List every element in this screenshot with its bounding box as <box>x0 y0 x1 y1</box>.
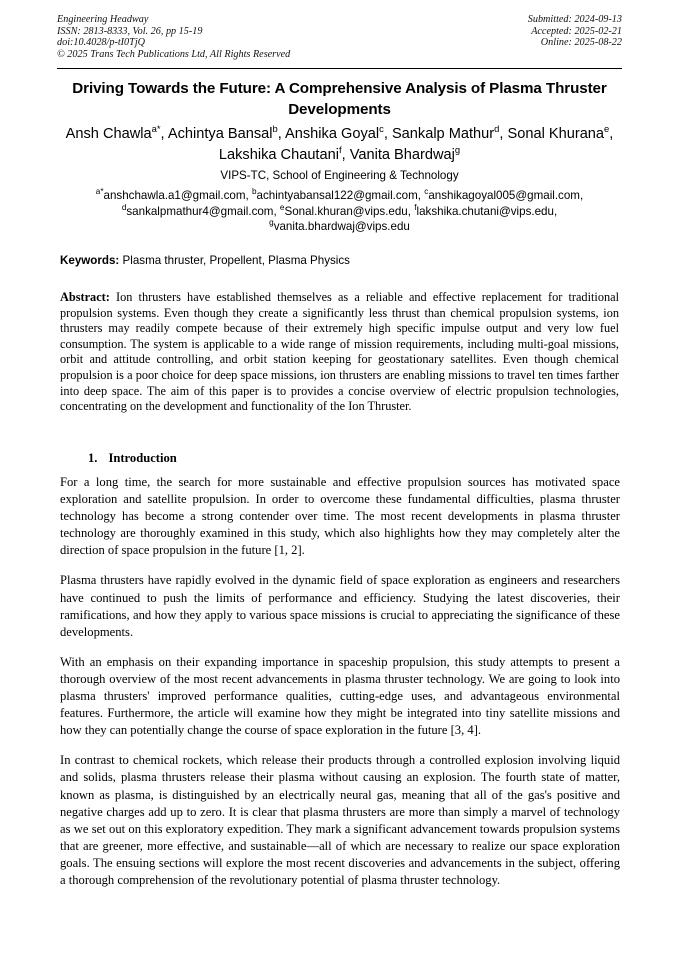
author-list: Ansh Chawla$^{a*}$, Achintya Bansal$^b$, Anshika Goyal$^c$, Sankalp Mathur$^d$, Sonal Khurana$^e$, Lakshika Chautani$^f$, Vanita Bhardwaj$^g$ <box>65 123 614 163</box>
affiliation: VIPS-TC, School of Engineering & Technology <box>220 169 459 182</box>
issn-line: ISSN: 2813-8333, Vol. 26, pp 15-19 <box>57 25 203 37</box>
body-paragraph: For a long time, the search for more sustainable and effective propulsion sources has motivated space exploration and satellite propulsion. In order to overcome these fundamental difficulties, plasma thruster technology has become a strong contender over time. The most recent developments in plasma thruster technology are thoroughly examined in this study, which also highlights how they may completely alter the direction of space propulsion in the future [1, 2]. <box>60 475 620 558</box>
email-address[interactable]: sankalpmathur4@gmail.com <box>126 204 274 218</box>
email-marker: b <box>251 187 257 197</box>
section-title: Introduction <box>108 451 177 465</box>
author-name: Ansh Chawla <box>65 126 152 142</box>
author-marker: g <box>454 144 461 156</box>
masthead-right <box>528 14 622 49</box>
author-marker: f <box>338 144 342 156</box>
body-paragraph: In contrast to chemical rockets, which release their products through a controlled explosion involving liquid and solids, plasma thrusters release their plasma without causing an explosion. The fourth state of matter, known as plasma, is distinguished by an electrically neural gas, meaning that all of the gas's positive and negative charges add up to zero. It is clear that plasma thrusters are more than simply a marvel of technology as we set out on this exploratory expedition. They mark a significant advancement towards propulsion systems that are greener, more effective, and sustainable—all of which are necessary to realize our space exploration goals. The ensuing sections will explore the most recent discoveries and advancements in the subject, offering a thorough comprehension of the revolutionary potential of plasma thruster technology. <box>60 753 620 887</box>
email-marker: g <box>269 218 274 228</box>
author-marker: a* <box>151 123 161 135</box>
abstract-text: Ion thrusters have established themselves as a reliable and effective replacement for traditional propulsion systems. Even though they create a significantly less thrust than chemical propulsion systems, ion thrusters may readily compete because of their extremely high specific impulse output and very low fuel consumption. The system is applicable to a wide range of mission requirements, including multi-goal missions, orbit and attitude controlling, and orbit station keeping for geostationary satellites. Even though chemical propulsion is a poor choice for deep space missions, ion thrusters are enabling missions to travel ten times farther into deep space. The aim of this paper is to provides a concise overview of electric propulsion technologies, concentrating on the development and functionality of the Ion Thruster. <box>60 290 620 414</box>
email-marker: e <box>279 202 285 212</box>
email-marker: a* <box>95 187 104 197</box>
keywords-value: Plasma thruster, Propellent, Plasma Physics <box>122 254 350 267</box>
author-name: Achintya Bansal <box>167 126 273 142</box>
keywords <box>60 253 620 268</box>
author-marker: d <box>494 123 500 135</box>
section-number: 1. <box>88 451 98 465</box>
masthead-divider <box>57 68 622 69</box>
author-name: Sonal Khurana <box>507 126 605 142</box>
email-list: $^{a*}$anshchawla.a1@gmail.com, $^b$achintyabansal122@gmail.com, $^c$anshikagoyal005@gmail.com, $^d$sankalpmathur4@gmail.com, $^e$Sonal.khuran@vips.edu, $^f$lakshika.chutani@vips.edu, $^g$vanita.bhardwaj@vips.edu <box>95 187 584 234</box>
keywords-label: Keywords: <box>60 254 120 267</box>
abstract <box>60 290 619 415</box>
online-date: Online: 2025-08-22 <box>540 37 622 49</box>
email-address[interactable]: anshikagoyal005@gmail.com <box>428 189 580 202</box>
abstract-label: Abstract: <box>60 290 110 304</box>
email-marker: c <box>424 187 429 197</box>
author-name: Sankalp Mathur <box>391 126 495 142</box>
body-paragraph: Plasma thrusters have rapidly evolved in the dynamic field of space exploration as engineers and researchers have continued to push the limits of performance and efficiency. Studying the latest discoveries, their ramifications, and how they apply to various space missions is crucial to appreciating the significance of these developments. <box>60 573 620 639</box>
author-marker: e <box>604 123 610 135</box>
author-marker: c <box>379 123 384 135</box>
email-address[interactable]: Sonal.khuran@vips.edu <box>284 204 408 218</box>
masthead-left <box>57 14 290 60</box>
copyright-line: © 2025 Trans Tech Publications Ltd, All Rights Reserved <box>57 48 291 60</box>
email-marker: f <box>414 202 417 212</box>
body-text <box>60 474 620 889</box>
author-name: Anshika Goyal <box>285 126 380 142</box>
accepted-date: Accepted: 2025-02-21 <box>531 25 622 37</box>
doi-line: doi:10.4028/p-tI0TjQ <box>57 37 146 49</box>
email-address[interactable]: vanita.bhardwaj@vips.edu <box>273 220 410 234</box>
submitted-date: Submitted: 2024-09-13 <box>527 14 622 25</box>
email-address[interactable]: achintyabansal122@gmail.com <box>256 189 418 202</box>
page-title: Driving Towards the Future: A Comprehensive Analysis of Plasma Thruster Developments <box>72 80 607 118</box>
author-name: Vanita Bhardwaj <box>349 147 455 163</box>
email-address[interactable]: lakshika.chutani@vips.edu <box>416 204 554 218</box>
author-name: Lakshika Chautani <box>218 147 339 163</box>
journal-name: Engineering Headway <box>57 14 149 25</box>
masthead <box>57 14 622 60</box>
body-paragraph: With an emphasis on their expanding importance in spaceship propulsion, this study attempts to present a thorough overview of the most recent advancements in plasma thruster technology. We are going to look into plasma thrusters' improved performance qualities, cutting-edge uses, and advantageous environmental features. Furthermore, the article will examine how they might be integrated into tiny satellite missions and how they can potentially change the course of space exploration in the future [3, 4]. <box>60 654 620 738</box>
email-address[interactable]: anshchawla.a1@gmail.com <box>103 189 246 202</box>
email-marker: d <box>121 202 127 212</box>
author-marker: b <box>272 123 278 135</box>
section-heading <box>60 450 619 466</box>
